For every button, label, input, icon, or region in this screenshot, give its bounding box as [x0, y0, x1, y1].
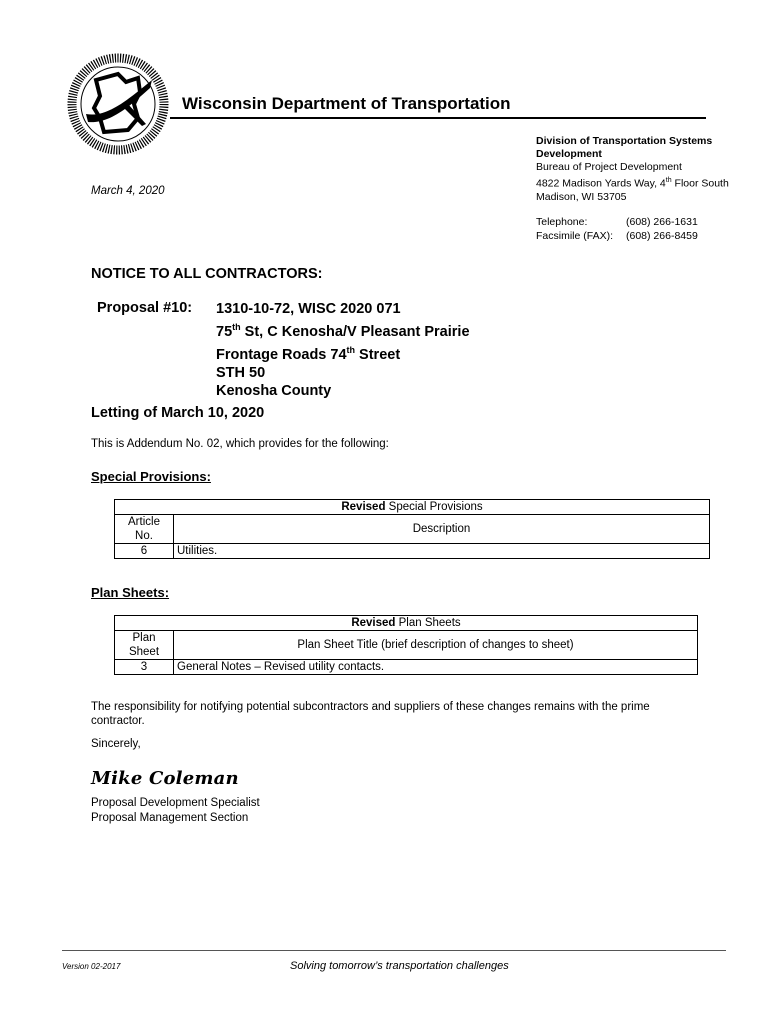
wisdot-logo: [66, 52, 170, 156]
row-sheet-no: 3: [115, 660, 174, 675]
wisdot-seal-icon: [66, 52, 170, 156]
column-header-title: Plan Sheet Title (brief description of changes to sheet): [174, 631, 698, 660]
table-title: Revised Special Provisions: [115, 500, 710, 515]
signer-title-2: Proposal Management Section: [91, 812, 249, 824]
column-header-description: Description: [174, 515, 710, 544]
notice-title: NOTICE TO ALL CONTRACTORS:: [91, 266, 323, 282]
proposal-location-line: 75th St, C Kenosha/V Pleasant Prairie: [216, 322, 470, 340]
table-header-row: [115, 515, 710, 544]
proposal-frontage-line: Frontage Roads 74th Street: [216, 344, 401, 363]
table-title-row: [115, 500, 710, 515]
table-row: [115, 660, 698, 675]
closing: Sincerely,: [91, 738, 141, 750]
table-header-row: [115, 631, 698, 660]
letting-date: Letting of March 10, 2020: [91, 405, 265, 421]
plan-sheets-heading: Plan Sheets:: [91, 585, 170, 600]
version-label: Version 02-2017: [62, 962, 121, 971]
signature: Mike Coleman: [91, 768, 239, 789]
proposal-project-id: 1310-10-72, WISC 2020 071: [216, 301, 401, 317]
department-title: Wisconsin Department of Transportation: [182, 94, 511, 113]
responsibility-statement: The responsibility for notifying potential subcontractors and suppliers of these changes remains with the prime contractor.: [91, 701, 650, 727]
column-header-article: Article No.: [115, 515, 174, 544]
proposal-highway: STH 50: [216, 364, 266, 381]
bureau-name: Bureau of Project Development: [536, 161, 682, 173]
division-name-line1: Division of Transportation Systems: [536, 135, 713, 147]
footer-tagline: Solving tomorrow’s transportation challenges: [290, 960, 509, 972]
special-provisions-heading: Special Provisions:: [91, 469, 211, 484]
proposal-county: Kenosha County: [216, 382, 332, 399]
contact-block: [536, 215, 698, 243]
plan-sheets-table: [114, 615, 698, 675]
street-address: 4822 Madison Yards Way, 4th Floor South: [536, 177, 729, 190]
proposal-details: [216, 300, 470, 400]
table-title: Revised Plan Sheets: [115, 616, 698, 631]
signer-title-1: Proposal Development Specialist: [91, 797, 260, 809]
header-divider: [170, 117, 706, 119]
table-title-row: [115, 616, 698, 631]
addendum-intro: This is Addendum No. 02, which provides for the following:: [91, 438, 389, 450]
row-sheet-title: General Notes – Revised utility contacts.: [174, 660, 698, 675]
telephone-row: Telephone: (608) 266-1631: [536, 216, 698, 228]
table-row: [115, 544, 710, 559]
footer-divider: [62, 950, 726, 951]
city-state-zip: Madison, WI 53705: [536, 190, 627, 203]
column-header-plan-sheet: Plan Sheet: [115, 631, 174, 660]
letter-date: March 4, 2020: [91, 185, 165, 197]
row-description: Utilities.: [174, 544, 710, 559]
fax-row: Facsimile (FAX): (608) 266-8459: [536, 230, 698, 242]
row-article-no: 6: [115, 544, 174, 559]
special-provisions-table: [114, 499, 710, 559]
division-address: [536, 135, 761, 204]
signer-titles: [91, 796, 260, 826]
division-name-line2: Development: [536, 148, 602, 160]
proposal-label: Proposal #10:: [97, 300, 193, 316]
